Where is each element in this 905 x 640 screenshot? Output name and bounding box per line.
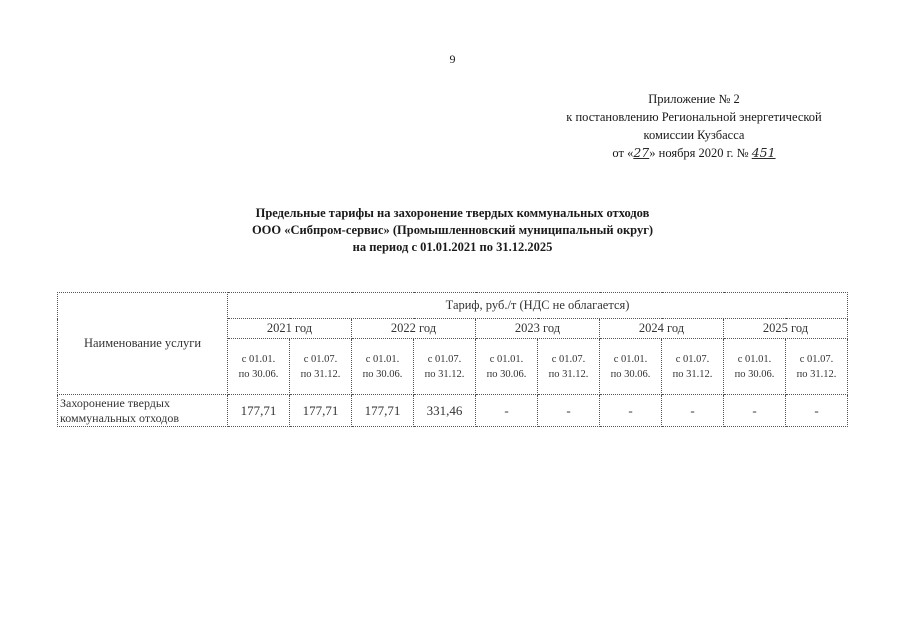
- title-line-2: ООО «Сибпром-сервис» (Промышленновский муниципальный округ): [251, 223, 654, 237]
- page-number: 9: [449, 52, 456, 66]
- period-header: [662, 339, 724, 395]
- handwritten-day: 27: [633, 145, 650, 160]
- tariff-value: 177,71: [290, 395, 352, 427]
- title-line-1: Предельные тарифы на захоронение твердых коммунальных отходов: [255, 206, 650, 220]
- appendix-resolution: к постановлению Региональной энергетической: [566, 110, 822, 124]
- period-to: по 30.06.: [362, 368, 403, 380]
- tariff-value: -: [600, 395, 662, 427]
- period-from: с 01.07.: [303, 353, 338, 365]
- handwritten-number: 451: [751, 145, 776, 160]
- date-middle: » ноября 2020 г. №: [649, 146, 749, 160]
- period-header: [228, 339, 290, 395]
- year-header: 2022 год: [352, 319, 476, 339]
- year-header: 2025 год: [724, 319, 848, 339]
- period-to: по 31.12.: [548, 368, 589, 380]
- tariff-value: 177,71: [352, 395, 414, 427]
- table-row: [58, 395, 848, 427]
- tariff-value: -: [724, 395, 786, 427]
- year-header: 2024 год: [600, 319, 724, 339]
- appendix-block: [529, 90, 859, 162]
- period-from: с 01.07.: [551, 353, 586, 365]
- period-from: с 01.01.: [737, 353, 772, 365]
- period-header: [538, 339, 600, 395]
- period-header: [476, 339, 538, 395]
- tariff-value: -: [476, 395, 538, 427]
- period-to: по 30.06.: [486, 368, 527, 380]
- appendix-date: [529, 144, 859, 162]
- service-name: Захоронение твердых коммунальных отходов: [58, 395, 228, 427]
- appendix-title: Приложение № 2: [648, 92, 740, 106]
- period-from: с 01.01.: [365, 353, 400, 365]
- period-from: с 01.01.: [613, 353, 648, 365]
- tariff-value: -: [538, 395, 600, 427]
- tariff-table: [57, 292, 848, 427]
- period-from: с 01.07.: [675, 353, 710, 365]
- period-header: [786, 339, 848, 395]
- tariff-header: Тариф, руб./т (НДС не облагается): [228, 293, 848, 319]
- period-header: [600, 339, 662, 395]
- tariff-value: 177,71: [228, 395, 290, 427]
- year-header: 2021 год: [228, 319, 352, 339]
- period-to: по 30.06.: [238, 368, 279, 380]
- appendix-commission: комиссии Кузбасса: [643, 128, 745, 142]
- period-header: [352, 339, 414, 395]
- period-from: с 01.07.: [799, 353, 834, 365]
- tariff-value: 331,46: [414, 395, 476, 427]
- period-from: с 01.01.: [489, 353, 524, 365]
- tariff-value: -: [662, 395, 724, 427]
- period-to: по 30.06.: [734, 368, 775, 380]
- title-line-3: на период с 01.01.2021 по 31.12.2025: [352, 240, 553, 254]
- date-prefix: от «: [612, 146, 634, 160]
- tariff-value: -: [786, 395, 848, 427]
- period-to: по 31.12.: [672, 368, 713, 380]
- period-to: по 30.06.: [610, 368, 651, 380]
- period-to: по 31.12.: [796, 368, 837, 380]
- document-title: [0, 205, 905, 256]
- period-header: [414, 339, 476, 395]
- year-header: 2023 год: [476, 319, 600, 339]
- period-from: с 01.01.: [241, 353, 276, 365]
- period-from: с 01.07.: [427, 353, 462, 365]
- period-to: по 31.12.: [424, 368, 465, 380]
- period-to: по 31.12.: [300, 368, 341, 380]
- service-header: Наименование услуги: [58, 293, 228, 395]
- period-header: [290, 339, 352, 395]
- period-header: [724, 339, 786, 395]
